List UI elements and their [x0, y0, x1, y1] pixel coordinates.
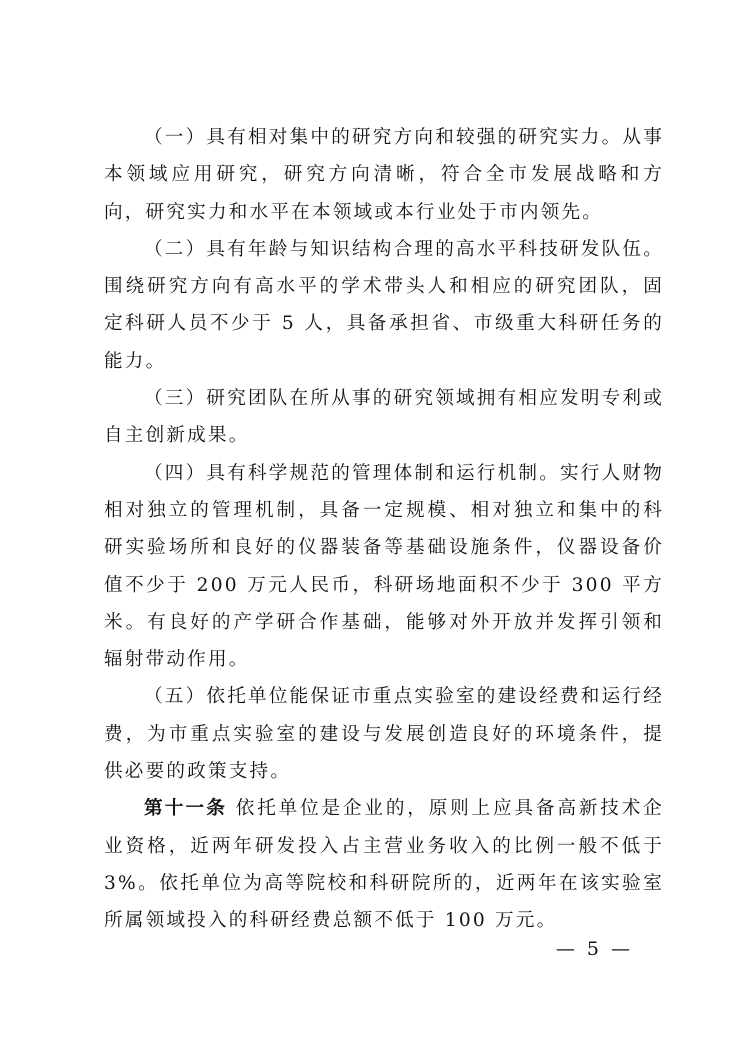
document-body — [104, 119, 664, 940]
paragraph-5: （五）依托单位能保证市重点实验室的建设经费和运行经费，为市重点实验室的建设与发展创造良好的环境条件，提供必要的政策支持。 — [104, 686, 664, 783]
article-11-text: 依托单位是企业的，原则上应具备高新技术企业资格，近两年研发投入占主营业务收入的比例一般不低于 3%。依托单位为高等院校和科研院所的，近两年在该实验室所属领域投入的科研经费总额不低于 100 万元。 — [104, 798, 664, 932]
article-11-paragraph — [104, 790, 664, 939]
paragraph-2: （二）具有年龄与知识结构合理的高水平科技研发队伍。围绕研究方向有高水平的学术带头人和相应的研究团队，固定科研人员不少于 5 人，具备承担省、市级重大科研任务的能力。 — [104, 238, 664, 372]
paragraph-4: （四）具有科学规范的管理体制和运行机制。实行人财物相对独立的管理机制，具备一定规模、相对独立和集中的科研实验场所和良好的仪器装备等基础设施条件，仪器设备价值不少于 200 万元人民币，科研场地面积不少于 300 平方米。有良好的产学研合作基础，能够对外开放并发挥引领和辐射带动作用。 — [104, 462, 664, 671]
page-number: — 5 — — [555, 938, 633, 960]
article-11-title: 第十一条 — [144, 798, 227, 820]
paragraph-1: （一）具有相对集中的研究方向和较强的研究实力。从事本领域应用研究，研究方向清晰，符合全市发展战略和方向，研究实力和水平在本领域或本行业处于市内领先。 — [104, 127, 664, 223]
paragraph-3: （三）研究团队在所从事的研究领域拥有相应发明专利或自主创新成果。 — [104, 388, 664, 447]
